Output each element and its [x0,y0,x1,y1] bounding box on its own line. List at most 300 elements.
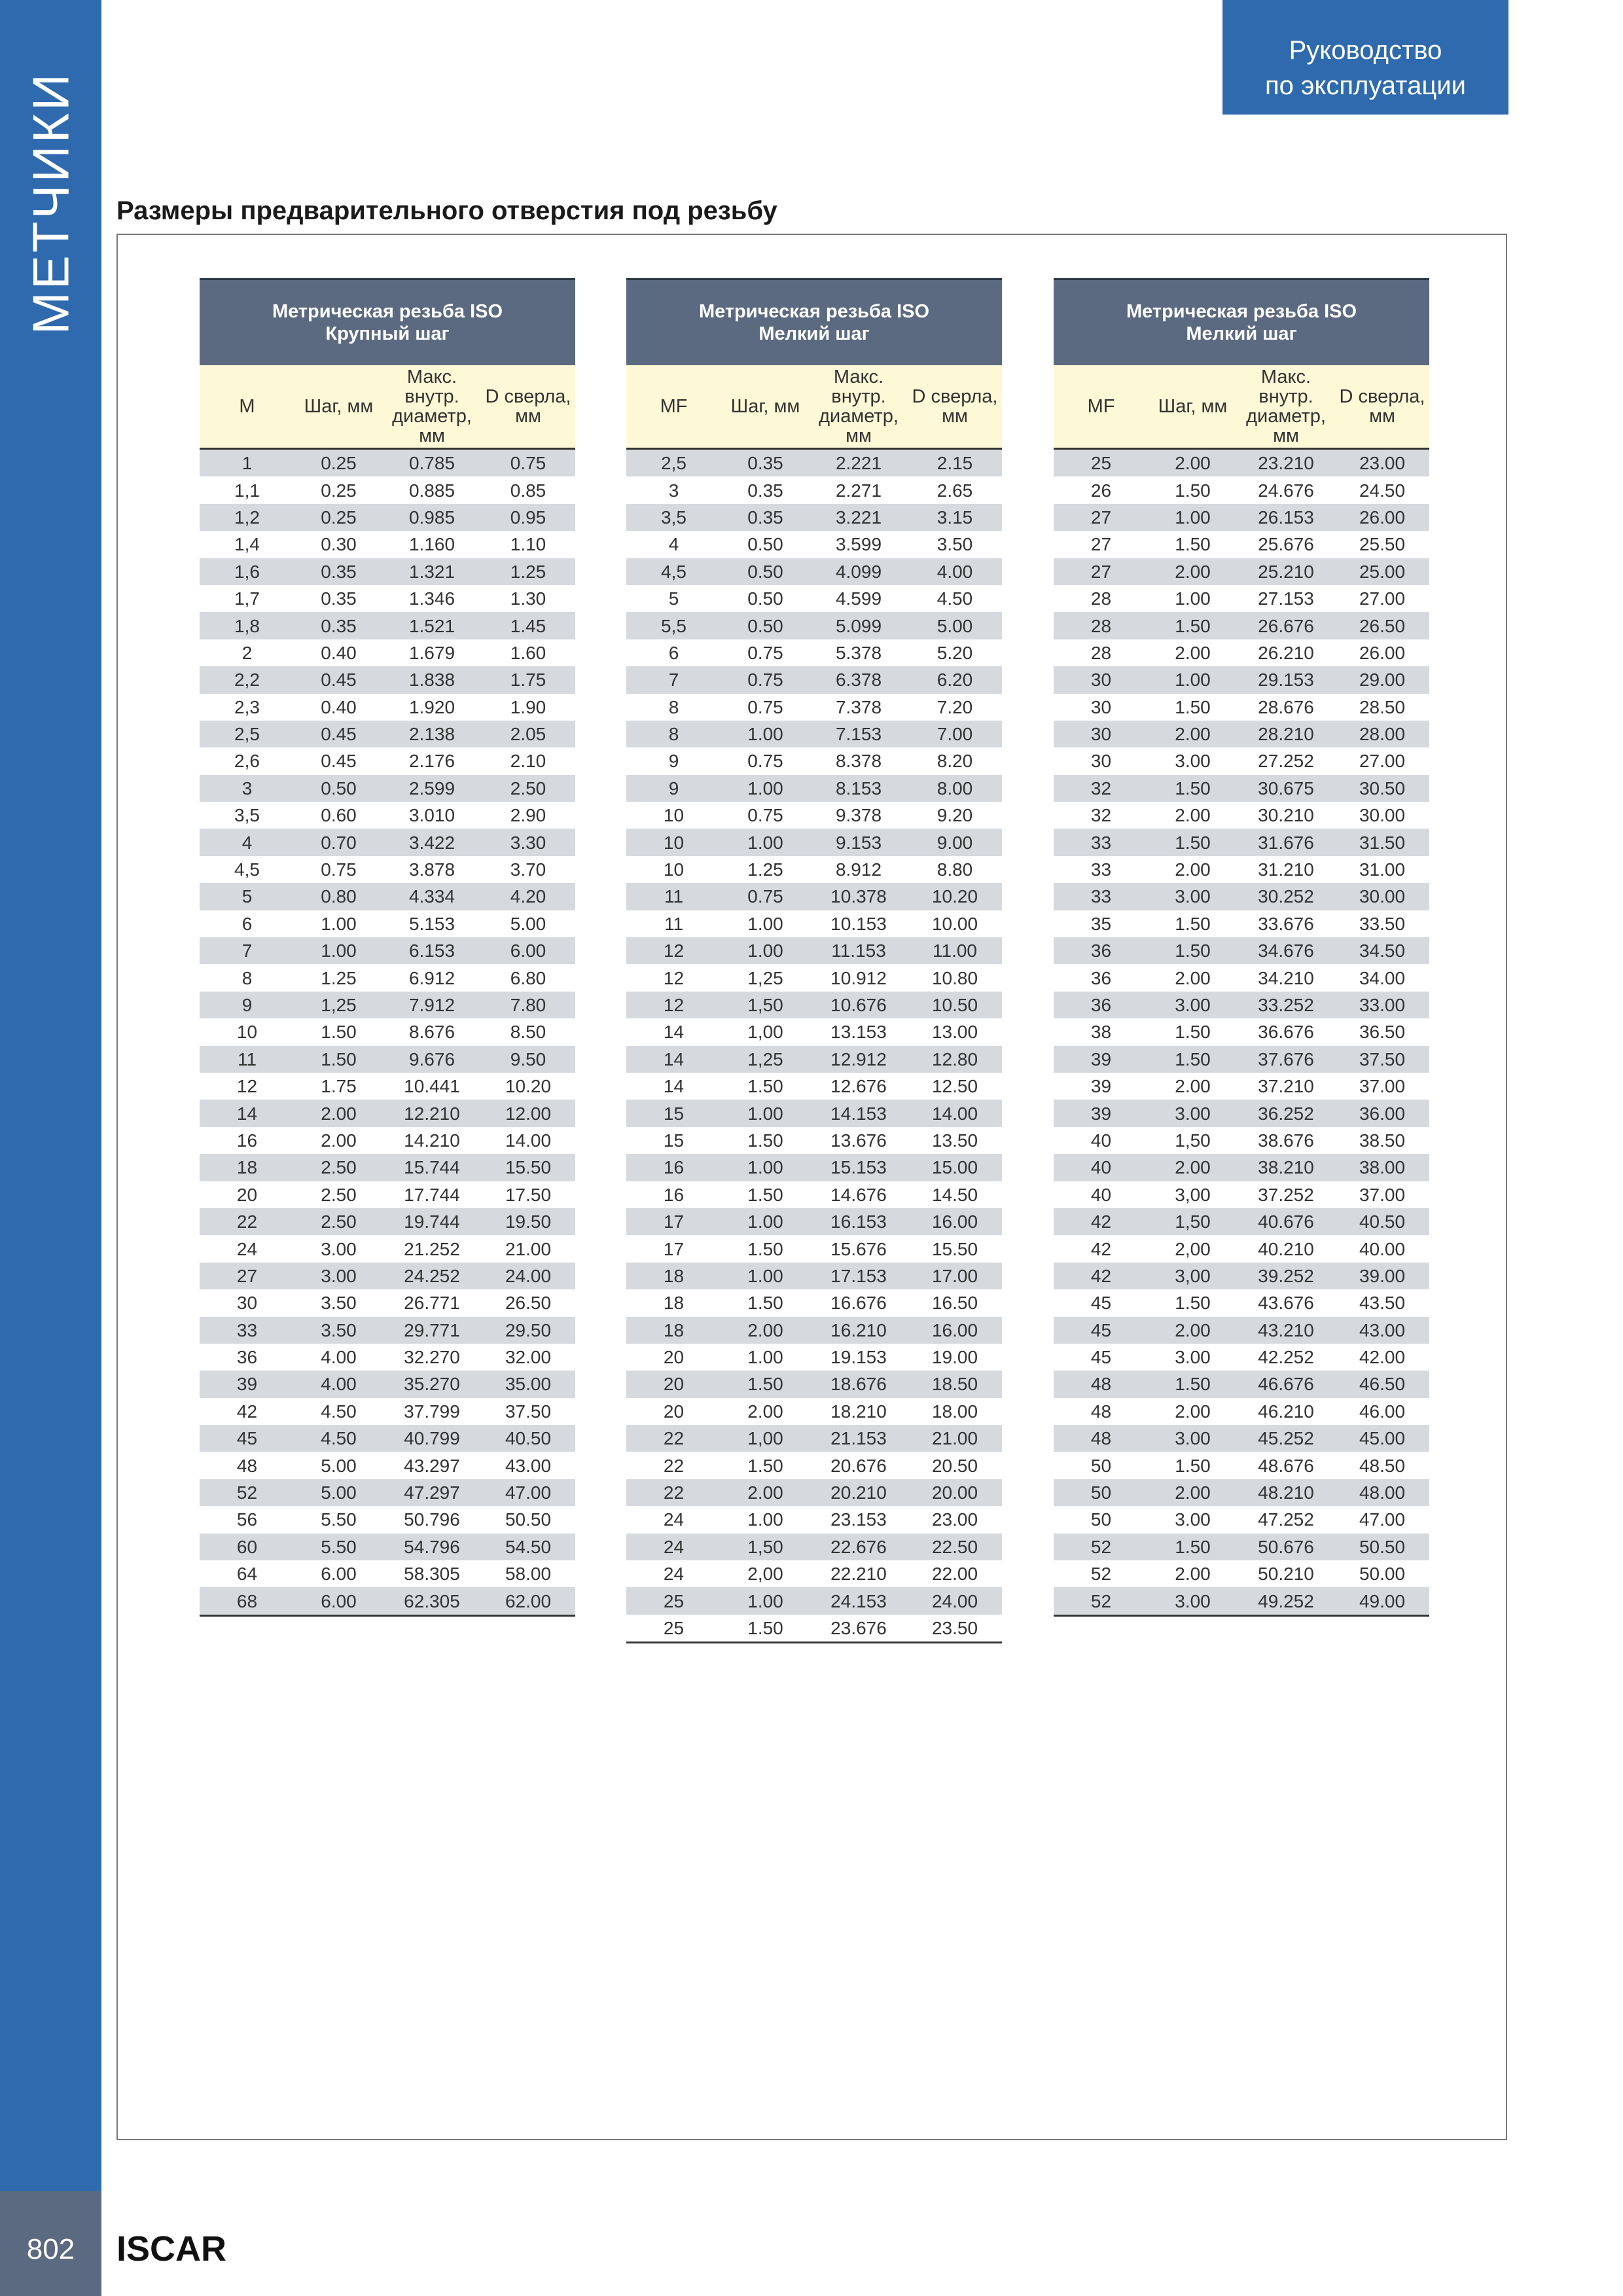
table-title-line-1: Метрическая резьба ISO [698,301,930,322]
table-cell: 10 [200,1018,294,1045]
table-cell: 12 [200,1073,294,1100]
table-row [200,1506,575,1533]
table-cell: 39.252 [1237,1263,1335,1289]
table-cell: 30 [1054,721,1149,747]
table-cell: 26.676 [1237,612,1335,639]
table-cell: 26.153 [1237,504,1335,531]
table-cell: 2.00 [294,1100,383,1126]
table-cell: 18.00 [908,1398,1002,1425]
table-cell: 1.00 [721,1208,810,1235]
table-cell: 33.50 [1335,910,1429,937]
table-cell: 9.153 [810,829,908,855]
table-cell: 30 [200,1289,294,1316]
table-cell: 4.334 [383,883,481,910]
table-row [1054,1208,1429,1235]
table-cell: 6.153 [383,937,481,964]
table-row [200,476,575,503]
table-cell: 2.00 [1149,1154,1237,1181]
table-cell: 40.50 [481,1425,575,1452]
table-cell: 30.00 [1335,802,1429,829]
table-row [626,1046,1002,1073]
table-cell: 39 [1054,1046,1149,1073]
table-cell: 1.00 [1149,504,1237,531]
table-cell: 0.25 [294,476,383,503]
table-cell: 0.50 [721,558,810,585]
table-cell: 1.50 [721,1452,810,1479]
table-cell: 9 [200,992,294,1018]
table-cell: 1.920 [383,694,481,721]
table-row [1054,964,1429,991]
table-cell: 1,25 [721,964,810,991]
table-cell: 2.00 [1149,1317,1237,1344]
table-cell: 50.50 [1335,1534,1429,1560]
table-cell: 5.00 [908,612,1002,639]
table-cell: 14.676 [810,1181,908,1208]
table-cell: 1,7 [200,585,294,612]
table-cell: 17.50 [481,1181,575,1208]
table-cell: 4.20 [481,883,575,910]
table-row [200,1100,575,1126]
table-cell: 50.210 [1237,1560,1335,1587]
table-cell: 30 [1054,747,1149,774]
table-cell: 38 [1054,1018,1149,1045]
table-cell: 9 [626,775,721,802]
table-cell: 1.00 [721,775,810,802]
table-cell: 0.45 [294,721,383,747]
table-cell: 0.35 [721,449,810,477]
table-cell: 17 [626,1208,721,1235]
table-cell: 47.00 [1335,1506,1429,1533]
table-cell: 20 [200,1181,294,1208]
table-row [626,856,1002,883]
table-cell: 16.676 [810,1289,908,1316]
table-cell: 1,6 [200,558,294,585]
table-cell: 1.00 [721,1154,810,1181]
table-cell: 52 [1054,1534,1149,1560]
table-cell: 15.676 [810,1235,908,1262]
table-cell: 1.60 [481,639,575,666]
table-row [200,694,575,721]
table-row [626,775,1002,802]
table-cell: 29.153 [1237,666,1335,693]
table-cell: 7.378 [810,694,908,721]
table-cell: 0.885 [383,476,481,503]
table-cell: 36 [1054,937,1149,964]
table-title [200,279,575,366]
table-cell: 9.378 [810,802,908,829]
table-cell: 31.210 [1237,856,1335,883]
table-cell: 40 [1054,1127,1149,1154]
table-row [1054,1073,1429,1100]
table-cell: 20.210 [810,1479,908,1506]
table-cell: 14.153 [810,1100,908,1126]
table-cell: 60 [200,1534,294,1560]
table-cell: 27 [200,1263,294,1289]
table-cell: 2,6 [200,747,294,774]
table-cell: 6.00 [294,1560,383,1587]
table-cell: 0.985 [383,504,481,531]
table-cell: 3.00 [294,1263,383,1289]
table-row [200,1181,575,1208]
table-cell: 3.599 [810,531,908,558]
table-row [200,666,575,693]
table-row [200,1154,575,1181]
table-cell: 23.00 [908,1506,1002,1533]
table-cell: 1.10 [481,531,575,558]
table-cell: 7.912 [383,992,481,1018]
table-cell: 22 [200,1208,294,1235]
table-cell: 1.50 [1149,910,1237,937]
table-cell: 37.00 [1335,1073,1429,1100]
table-cell: 68 [200,1587,294,1615]
table-cell: 2.00 [721,1398,810,1425]
table-row [1054,1289,1429,1316]
table-row [200,1425,575,1452]
table-cell: 4.50 [908,585,1002,612]
table-cell: 48.00 [1335,1479,1429,1506]
table-row [626,1506,1002,1533]
table-cell: 3.70 [481,856,575,883]
table-row [1054,1317,1429,1344]
table-row [200,910,575,937]
table-row [1054,1452,1429,1479]
table-cell: 50.676 [1237,1534,1335,1560]
table-row [626,1235,1002,1262]
table-cell: 17.744 [383,1181,481,1208]
table-cell: 3.00 [1149,1587,1237,1615]
table-row [1054,883,1429,910]
table-cell: 4.00 [294,1344,383,1371]
table-cell: 39 [1054,1100,1149,1126]
table-row [626,747,1002,774]
table-cell: 24.00 [481,1263,575,1289]
table-cell: 1,50 [721,992,810,1018]
table-cell: 2.90 [481,802,575,829]
table-cell: 24.676 [1237,476,1335,503]
table-row [626,1263,1002,1289]
table-row [626,1317,1002,1344]
table-cell: 12.50 [908,1073,1002,1100]
table-row [1054,1534,1429,1560]
table-row [626,1615,1002,1643]
table-cell: 5.378 [810,639,908,666]
table-cell: 1.679 [383,639,481,666]
table-cell: 46.50 [1335,1371,1429,1397]
table-cell: 40.676 [1237,1208,1335,1235]
table-cell: 1,1 [200,476,294,503]
table-cell: 1,8 [200,612,294,639]
table-cell: 3.00 [1149,1506,1237,1533]
table-cell: 30.252 [1237,883,1335,910]
table-cell: 1.50 [1149,612,1237,639]
table-row [1054,856,1429,883]
table-row [200,1371,575,1397]
table-title [1054,279,1429,366]
table-cell: 30.210 [1237,802,1335,829]
column-header-pitch: Шаг, мм [294,365,383,449]
table-cell: 24 [626,1534,721,1560]
table-cell: 1,50 [1149,1208,1237,1235]
table-cell: 1.75 [481,666,575,693]
column-header-size: M [200,365,294,449]
table-cell: 52 [1054,1560,1149,1587]
table-cell: 25.676 [1237,531,1335,558]
table-cell: 1.45 [481,612,575,639]
table-row [1054,1560,1429,1587]
table-row [626,1344,1002,1371]
table-cell: 23.676 [810,1615,908,1643]
table-row [626,1181,1002,1208]
table-cell: 1.160 [383,531,481,558]
table-cell: 38.50 [1335,1127,1429,1154]
table-row [200,612,575,639]
table-cell: 64 [200,1560,294,1587]
table-cell: 26.00 [1335,504,1429,531]
table-row [1054,1263,1429,1289]
table-cell: 14.210 [383,1127,481,1154]
table-cell: 2.00 [1149,856,1237,883]
table-cell: 14 [626,1046,721,1073]
table-cell: 34.676 [1237,937,1335,964]
table-cell: 0.785 [383,449,481,477]
table-cell: 0.50 [721,612,810,639]
table-row [1054,639,1429,666]
table-cell: 39.00 [1335,1263,1429,1289]
table-cell: 3.50 [294,1289,383,1316]
table-cell: 48.210 [1237,1479,1335,1506]
table-cell: 24 [626,1560,721,1587]
table-cell: 35.00 [481,1371,575,1397]
table-cell: 13.50 [908,1127,1002,1154]
table-cell: 0.50 [721,531,810,558]
table-cell: 0.45 [294,747,383,774]
table-cell: 26.50 [1335,612,1429,639]
table-cell: 9.00 [908,829,1002,855]
table-row [626,721,1002,747]
table-cell: 34.00 [1335,964,1429,991]
table-cell: 43.676 [1237,1289,1335,1316]
table-cell: 50.50 [481,1506,575,1533]
table-cell: 3.221 [810,504,908,531]
table-cell: 1.75 [294,1073,383,1100]
table-row [1054,558,1429,585]
table-cell: 36.252 [1237,1100,1335,1126]
table-cell: 2.50 [294,1154,383,1181]
table-cell: 32.00 [481,1344,575,1371]
table-cell: 2,00 [721,1560,810,1587]
table-cell: 25.50 [1335,531,1429,558]
table-cell: 26.210 [1237,639,1335,666]
table-cell: 35 [1054,910,1149,937]
table-cell: 10.80 [908,964,1002,991]
table-cell: 1.50 [1149,1371,1237,1397]
table-cell: 48 [1054,1371,1149,1397]
table-row [200,802,575,829]
table-cell: 24.50 [1335,476,1429,503]
table-cell: 0.60 [294,802,383,829]
table-cell: 31.676 [1237,829,1335,855]
table-cell: 8.912 [810,856,908,883]
table-cell: 2.15 [908,449,1002,477]
table-cell: 17.00 [908,1263,1002,1289]
table-cell: 58.305 [383,1560,481,1587]
table-row [1054,1398,1429,1425]
table-cell: 0.95 [481,504,575,531]
table-cell: 1.50 [1149,531,1237,558]
table-cell: 2.138 [383,721,481,747]
table-cell: 2.599 [383,775,481,802]
table-cell: 21.00 [908,1425,1002,1452]
table-cell: 37.00 [1335,1181,1429,1208]
table-row [1054,937,1429,964]
table-cell: 19.50 [481,1208,575,1235]
table-row [200,1018,575,1045]
section-header-box [1222,0,1508,115]
table-cell: 7 [626,666,721,693]
column-header-size: MF [626,365,721,449]
table-cell: 10.153 [810,910,908,937]
table-cell: 19.153 [810,1344,908,1371]
table-row [1054,1235,1429,1262]
table-cell: 1,25 [721,1046,810,1073]
table-row [626,1534,1002,1560]
table-row [200,1560,575,1587]
table-cell: 42.00 [1335,1344,1429,1371]
table-row [200,1479,575,1506]
table-cell: 6.20 [908,666,1002,693]
table-cell: 1.321 [383,558,481,585]
table-row [200,1344,575,1371]
table-cell: 3.00 [1149,992,1237,1018]
table-row [200,992,575,1018]
table-row [626,531,1002,558]
table-cell: 48 [200,1452,294,1479]
table-cell: 13.00 [908,1018,1002,1045]
table-row [200,1317,575,1344]
table-cell: 28.210 [1237,721,1335,747]
table-row [1054,747,1429,774]
table-cell: 1.50 [721,1371,810,1397]
table-cell: 21.00 [481,1235,575,1262]
table-cell: 8.20 [908,747,1002,774]
header-line-2: по эксплуатации [1264,71,1466,100]
table-cell: 13.153 [810,1018,908,1045]
column-header-max-diameter: Макс. внутр. диаметр, мм [383,365,481,449]
table-cell: 50.00 [1335,1560,1429,1587]
table-cell: 26 [1054,476,1149,503]
table-row [1054,1587,1429,1615]
page-title: Размеры предварительного отверстия под резьбу [116,196,777,225]
table-cell: 15 [626,1100,721,1126]
table-row [626,585,1002,612]
table-cell: 8.676 [383,1018,481,1045]
table-row [626,558,1002,585]
table-cell: 28.676 [1237,694,1335,721]
table-cell: 27 [1054,558,1149,585]
table-cell: 20 [626,1371,721,1397]
table-row [200,1587,575,1615]
table-row [200,721,575,747]
table-cell: 0.75 [721,666,810,693]
table-cell: 50.796 [383,1506,481,1533]
table-cell: 31.00 [1335,856,1429,883]
table-cell: 43.297 [383,1452,481,1479]
table-cell: 1,50 [1149,1127,1237,1154]
table-cell: 16 [626,1154,721,1181]
table-row [1054,1344,1429,1371]
table-row [626,612,1002,639]
table-cell: 0.75 [721,883,810,910]
column-header-max-diameter: Макс. внутр. диаметр, мм [1237,365,1335,449]
table-cell: 0.70 [294,829,383,855]
table-cell: 0.25 [294,449,383,477]
table-cell: 1.00 [721,1263,810,1289]
table-row [626,1154,1002,1181]
table-cell: 12 [626,937,721,964]
table-cell: 12 [626,992,721,1018]
table-cell: 0.80 [294,883,383,910]
table-cell: 1.50 [1149,937,1237,964]
table-cell: 1.50 [1149,476,1237,503]
table-row [1054,1181,1429,1208]
table-cell: 2,2 [200,666,294,693]
column-header-max-diameter: Макс. внутр. диаметр, мм [810,365,908,449]
table-cell: 45.00 [1335,1425,1429,1452]
table-row [200,531,575,558]
table-cell: 2,00 [1149,1235,1237,1262]
table-cell: 1.25 [721,856,810,883]
table-cell: 2.00 [1149,639,1237,666]
table-row [1054,910,1429,937]
table-cell: 33 [1054,856,1149,883]
table-cell: 1.50 [1149,1289,1237,1316]
table-cell: 3.00 [1149,1100,1237,1126]
table-row [1054,1506,1429,1533]
table-row [626,1289,1002,1316]
table-cell: 15 [626,1127,721,1154]
table-cell: 10 [626,829,721,855]
table-cell: 33.00 [1335,992,1429,1018]
table-cell: 1,00 [721,1018,810,1045]
table-cell: 14.00 [908,1100,1002,1126]
table-cell: 10.378 [810,883,908,910]
table-cell: 42.252 [1237,1344,1335,1371]
table-cell: 10.50 [908,992,1002,1018]
table-cell: 2.176 [383,747,481,774]
table-cell: 0.30 [294,531,383,558]
table-cell: 1.25 [294,964,383,991]
table-cell: 8.00 [908,775,1002,802]
table-cell: 3 [200,775,294,802]
table-cell: 16.00 [908,1317,1002,1344]
table-cell: 38.676 [1237,1127,1335,1154]
table-cell: 1.50 [721,1235,810,1262]
table-cell: 14.00 [481,1127,575,1154]
table-cell: 28.00 [1335,721,1429,747]
table-row [1054,612,1429,639]
table-cell: 10.20 [908,883,1002,910]
table-cell: 48 [1054,1425,1149,1452]
table-cell: 2.50 [481,775,575,802]
table-cell: 47.297 [383,1479,481,1506]
table-cell: 1.25 [481,558,575,585]
table-cell: 8.50 [481,1018,575,1045]
table-cell: 6.80 [481,964,575,991]
table-cell: 1,50 [721,1534,810,1560]
table-title-line-1: Метрическая резьба ISO [272,301,503,322]
table-cell: 3.00 [294,1235,383,1262]
table-row [1054,1127,1429,1154]
